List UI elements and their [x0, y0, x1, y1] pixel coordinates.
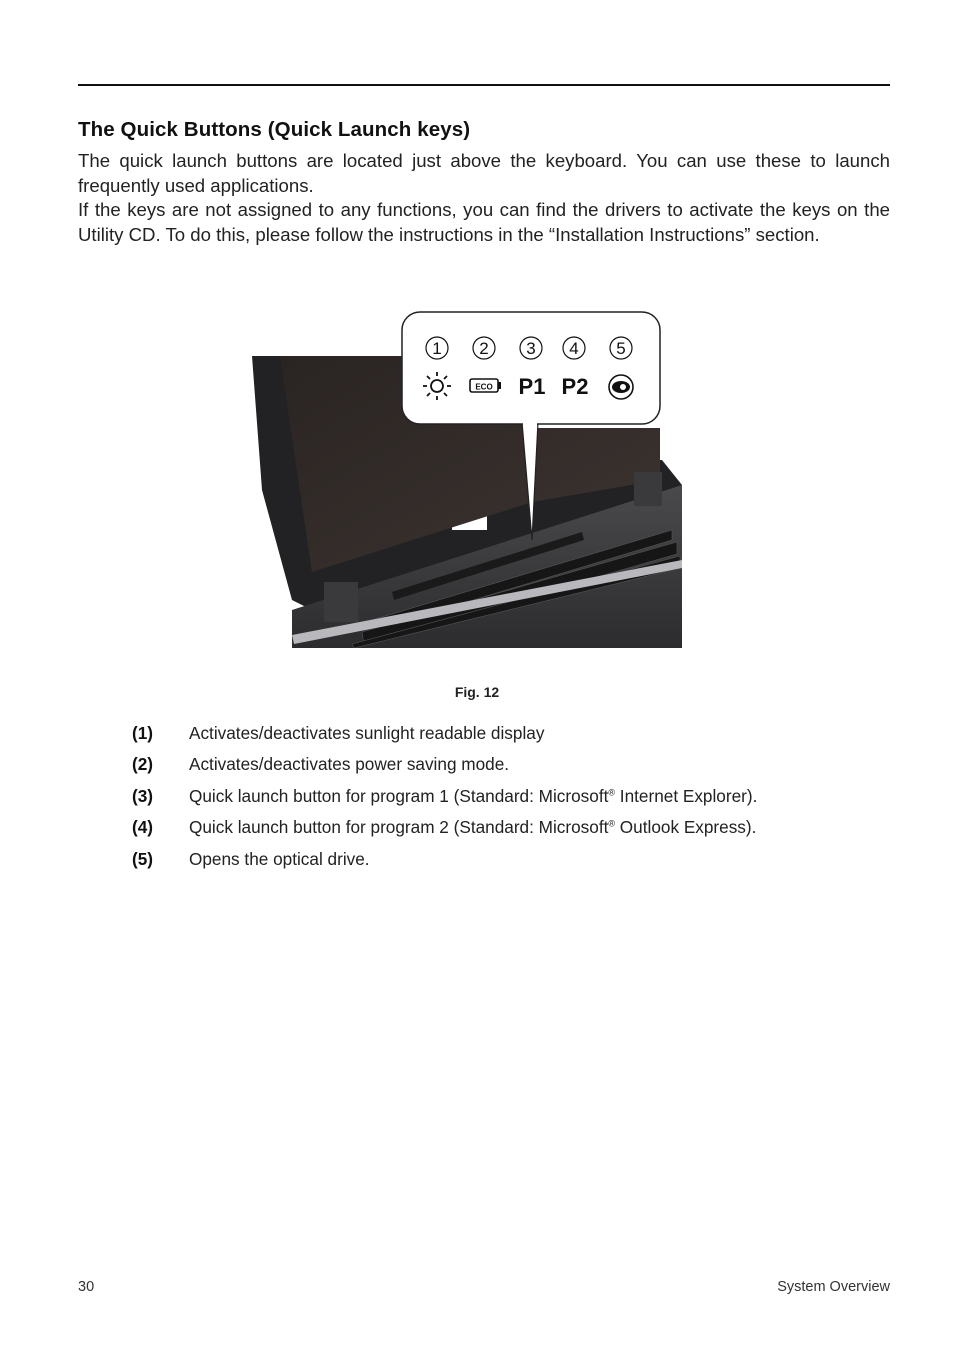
list-item-number: (5) [132, 848, 154, 869]
list-item-text: Activates/deactivates power saving mode. [189, 754, 510, 775]
callout-number-4: 4 [569, 339, 579, 358]
list-item-number: (4) [132, 817, 154, 838]
list-item [132, 847, 892, 878]
list-item-text: Quick launch button for program 2 (Standard: Microsoft® Outlook Express). [189, 817, 757, 838]
list-item-text: Quick launch button for program 1 (Standard: Microsoft® Internet Explorer). [189, 785, 758, 806]
callout-number-1: 1 [432, 339, 442, 358]
left-hinge [324, 582, 358, 622]
top-rule [78, 84, 890, 86]
callout-box [402, 312, 660, 424]
right-hinge [634, 472, 662, 506]
intro-paragraph: The quick launch buttons are located just above the keyboard. You can use these to launch frequently used applications. [78, 150, 890, 196]
registered-mark: ® [608, 787, 616, 798]
laptop-figure [252, 310, 682, 648]
list-item-number: (3) [132, 785, 154, 806]
list-item-text: Activates/deactivates sunlight readable display [189, 723, 545, 743]
laptop-illustration [252, 310, 682, 648]
list-item-number: (2) [132, 754, 154, 775]
figure-caption: Fig. 12 [454, 684, 500, 700]
footer-section-name: System Overview [777, 1279, 890, 1295]
driver-paragraph: If the keys are not assigned to any functions, you can find the drivers to activate the keys on the Utility CD. To do this, please follow the instructions in the “Installation Instructions” section. [78, 199, 890, 245]
p1-icon: P1 [518, 374, 546, 399]
section-title: The Quick Buttons (Quick Launch keys) [78, 118, 471, 141]
list-item-text: Opens the optical drive. [189, 848, 370, 869]
callout-number-3: 3 [526, 339, 536, 358]
registered-mark: ® [608, 818, 616, 829]
list-item [132, 784, 892, 815]
quick-buttons-list [132, 721, 892, 878]
callout-number-2: 2 [479, 339, 489, 358]
page-number: 30 [78, 1279, 95, 1295]
list-item [132, 721, 892, 752]
svg-text:ECO: ECO [475, 382, 493, 392]
list-item-number: (1) [132, 723, 154, 743]
p2-icon: P2 [561, 374, 589, 399]
callout-number-5: 5 [616, 339, 626, 358]
list-item [132, 815, 892, 846]
list-item [132, 752, 892, 783]
